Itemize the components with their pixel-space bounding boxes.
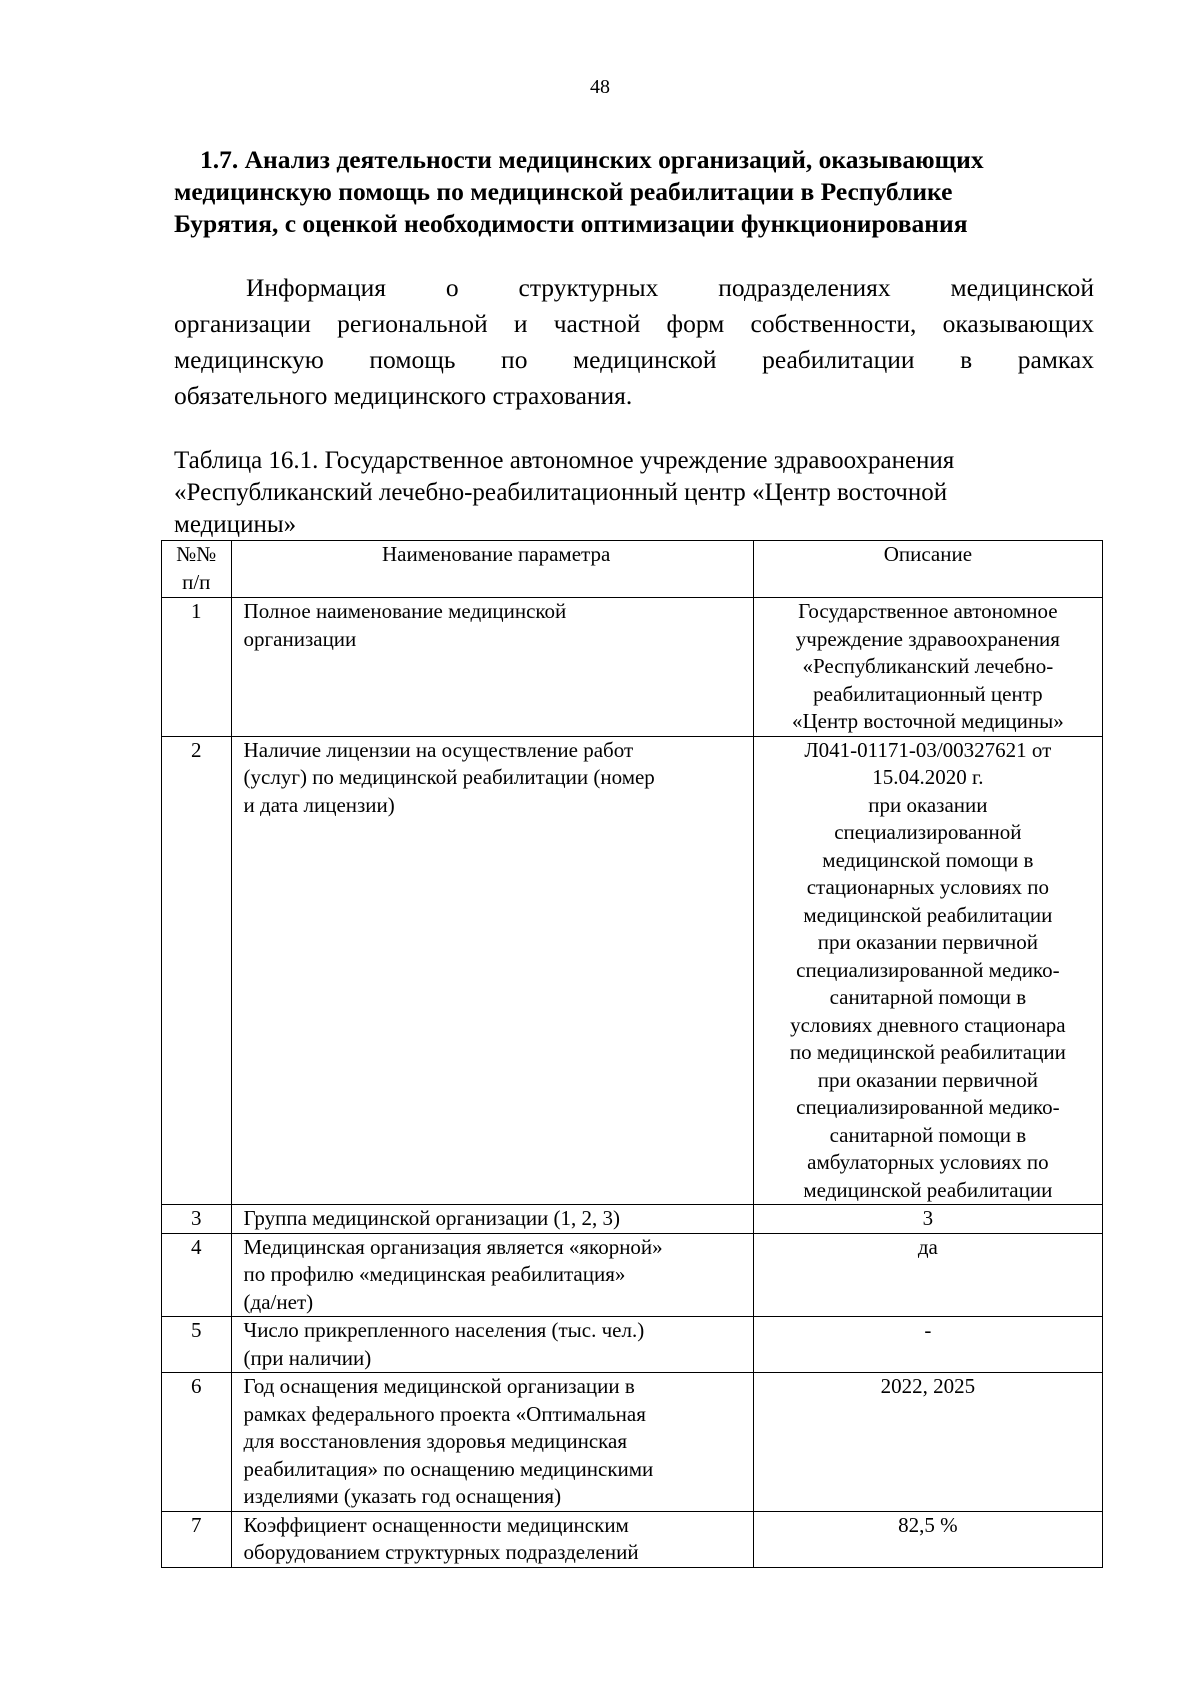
header-number-line: п/п xyxy=(182,569,211,594)
parameter-name-line: рамках федерального проекта «Оптимальная xyxy=(243,1401,646,1426)
table-row xyxy=(162,736,1103,1205)
caption-line: медицины» xyxy=(174,511,297,538)
table-row xyxy=(162,1317,1103,1373)
description-line: 3 xyxy=(922,1206,934,1230)
intro-line: медицинскую помощь по медицинской реабилитации в рамках xyxy=(174,345,1094,374)
row-number: 2 xyxy=(162,736,232,1205)
table-row xyxy=(162,598,1103,737)
description-cell xyxy=(753,736,1102,1205)
row-number: 6 xyxy=(162,1373,232,1512)
heading-line: медицинскую помощь по медицинской реабилитации в Республике xyxy=(174,177,953,206)
table-row xyxy=(162,1233,1103,1317)
parameter-name-line: Группа медицинской организации (1, 2, 3) xyxy=(243,1206,621,1230)
parameter-name-line: Коэффициент оснащенности медицинским xyxy=(243,1512,629,1537)
description-line: специализированной медико- xyxy=(796,1095,1060,1119)
intro-line: Информация о структурных подразделениях медицинской xyxy=(246,273,1094,302)
table-row xyxy=(162,1373,1103,1512)
page-number: 48 xyxy=(590,76,610,98)
header-number-line: №№ xyxy=(176,542,217,566)
parameter-name-line: Полное наименование медицинской xyxy=(243,599,567,623)
description-cell xyxy=(753,598,1102,737)
description-line: Л041-01171-03/00327621 от xyxy=(804,737,1052,762)
intro-line: обязательного медицинского страхования. xyxy=(174,381,633,410)
description-cell xyxy=(753,1205,1102,1234)
heading-line: 1.7. Анализ деятельности медицинских организаций, оказывающих xyxy=(200,145,984,174)
description-line: специализированной медико- xyxy=(796,957,1060,982)
parameter-name-line: (услуг) по медицинской реабилитации (номер xyxy=(243,765,655,789)
heading-line: Бурятия, с оценкой необходимости оптимизации функционирования xyxy=(174,209,968,238)
parameter-name-line: изделиями (указать год оснащения) xyxy=(243,1484,562,1508)
description-line: по медицинской реабилитации xyxy=(789,1040,1066,1064)
parameter-name-line: организации xyxy=(243,626,357,651)
section-heading xyxy=(174,144,1094,240)
parameter-name-line: и дата лицензии) xyxy=(243,792,395,817)
caption-line: Таблица 16.1. Государственное автономное учреждение здравоохранения xyxy=(174,447,955,474)
parameter-name-line: Медицинская организация является «якорной» xyxy=(243,1234,663,1259)
description-line: при оказании xyxy=(868,792,988,817)
parameter-name-cell xyxy=(231,736,753,1205)
table-row xyxy=(162,1511,1103,1567)
caption-line: «Республиканский лечебно-реабилитационный центр «Центр восточной xyxy=(174,479,948,506)
parameter-name-cell xyxy=(231,1373,753,1512)
description-line: при оказании первичной xyxy=(817,930,1038,954)
parameter-name-line: Наличие лицензии на осуществление работ xyxy=(243,737,634,762)
description-line: санитарной помощи в xyxy=(829,1122,1027,1147)
description-cell xyxy=(753,1233,1102,1317)
row-number: 1 xyxy=(162,598,232,737)
description-line: 15.04.2020 г. xyxy=(872,765,984,789)
parameter-name-line: реабилитация» по оснащению медицинскими xyxy=(243,1456,654,1481)
parameter-name-cell xyxy=(231,598,753,737)
parameter-name-cell xyxy=(231,1233,753,1317)
row-number: 3 xyxy=(162,1205,232,1234)
parameter-name-line: оборудованием структурных подразделений xyxy=(243,1540,639,1564)
table-body xyxy=(162,598,1103,1568)
header-description: Описание xyxy=(753,541,1102,598)
description-line: при оказании первичной xyxy=(817,1067,1038,1092)
parameters-table xyxy=(161,540,1103,1568)
description-line: медицинской реабилитации xyxy=(803,902,1053,927)
description-cell xyxy=(753,1511,1102,1567)
table-header-row xyxy=(162,541,1103,598)
parameter-name-line: Число прикрепленного населения (тыс. чел.) xyxy=(243,1318,645,1342)
description-line: да xyxy=(917,1234,938,1259)
parameter-name-line: для восстановления здоровья медицинская xyxy=(243,1429,628,1453)
description-cell xyxy=(753,1373,1102,1512)
description-cell xyxy=(753,1317,1102,1373)
description-line: медицинской помощи в xyxy=(822,847,1034,872)
parameter-name-cell xyxy=(231,1205,753,1234)
intro-line: организации региональной и частной форм собственности, оказывающих xyxy=(174,309,1094,338)
parameter-name-line: Год оснащения медицинской организации в xyxy=(243,1374,635,1398)
description-line: 82,5 % xyxy=(898,1512,958,1537)
description-line: условиях дневного стационара xyxy=(790,1012,1066,1037)
row-number: 7 xyxy=(162,1511,232,1567)
table-row xyxy=(162,1205,1103,1234)
header-number xyxy=(162,541,232,598)
parameter-name-line: (да/нет) xyxy=(243,1289,314,1314)
description-line: Государственное автономное xyxy=(798,599,1058,623)
description-line: реабилитационный центр xyxy=(813,681,1043,706)
description-line: санитарной помощи в xyxy=(829,985,1027,1009)
header-parameter-name: Наименование параметра xyxy=(231,541,753,598)
description-line: - xyxy=(924,1318,932,1342)
description-line: «Центр восточной медицины» xyxy=(791,709,1064,733)
row-number: 4 xyxy=(162,1233,232,1317)
row-number: 5 xyxy=(162,1317,232,1373)
parameter-name-cell xyxy=(231,1317,753,1373)
parameter-name-line: по профилю «медицинская реабилитация» xyxy=(243,1262,626,1286)
parameter-name-cell xyxy=(231,1511,753,1567)
table-caption xyxy=(174,445,1104,541)
parameter-name-line: (при наличии) xyxy=(243,1345,372,1370)
intro-paragraph xyxy=(174,270,1094,414)
description-line: специализированной xyxy=(834,820,1022,844)
description-line: медицинской реабилитации xyxy=(803,1177,1053,1202)
description-line: стационарных условиях по xyxy=(806,875,1050,899)
description-line: амбулаторных условиях по xyxy=(807,1150,1049,1174)
description-line: 2022, 2025 xyxy=(880,1374,976,1398)
description-line: учреждение здравоохранения xyxy=(795,626,1060,651)
description-line: «Республиканский лечебно- xyxy=(802,654,1054,678)
